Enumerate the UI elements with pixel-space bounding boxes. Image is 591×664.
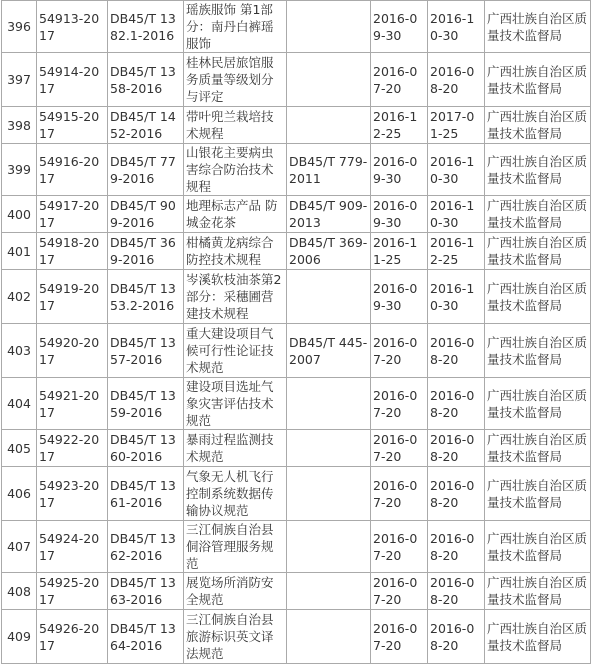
issue-date: 2016-09-30: [371, 144, 428, 196]
table-row: [2, 467, 591, 521]
replaced-standard: [287, 610, 371, 664]
issuing-department: 广西壮族自治区质量技术监督局: [485, 144, 591, 196]
issuing-department: 广西壮族自治区质量技术监督局: [485, 573, 591, 610]
standard-title: 暴雨过程监测技术规范: [184, 430, 287, 467]
table-row: [2, 196, 591, 233]
issuing-department: 广西壮族自治区质量技术监督局: [485, 610, 591, 664]
standard-number: DB45/T 1360-2016: [108, 430, 184, 467]
effective-date: 2016-08-20: [428, 53, 485, 107]
issuing-department: 广西壮族自治区质量技术监督局: [485, 324, 591, 378]
row-number: 396: [2, 1, 37, 53]
standard-title: 三江侗族自治县旅游标识英文译法规范: [184, 610, 287, 664]
issue-date: 2016-07-20: [371, 610, 428, 664]
record-code: 54926-2017: [37, 610, 108, 664]
effective-date: 2016-10-30: [428, 270, 485, 324]
issuing-department: 广西壮族自治区质量技术监督局: [485, 107, 591, 144]
table-row: [2, 107, 591, 144]
replaced-standard: [287, 521, 371, 573]
standards-table: [1, 0, 591, 664]
replaced-standard: [287, 430, 371, 467]
record-code: 54923-2017: [37, 467, 108, 521]
table-row: [2, 573, 591, 610]
record-code: 54919-2017: [37, 270, 108, 324]
record-code: 54922-2017: [37, 430, 108, 467]
table-row: [2, 430, 591, 467]
issue-date: 2016-12-25: [371, 107, 428, 144]
table-row: [2, 270, 591, 324]
issuing-department: 广西壮族自治区质量技术监督局: [485, 53, 591, 107]
table-row: [2, 1, 591, 53]
row-number: 406: [2, 467, 37, 521]
table-body: [2, 1, 591, 664]
issuing-department: 广西壮族自治区质量技术监督局: [485, 196, 591, 233]
issue-date: 2016-07-20: [371, 521, 428, 573]
effective-date: 2016-08-20: [428, 521, 485, 573]
record-code: 54924-2017: [37, 521, 108, 573]
row-number: 408: [2, 573, 37, 610]
standard-title: 桂林民居旅馆服务质量等级划分与评定: [184, 53, 287, 107]
standard-number: DB45/T 1452-2016: [108, 107, 184, 144]
issuing-department: 广西壮族自治区质量技术监督局: [485, 521, 591, 573]
table-row: [2, 521, 591, 573]
issue-date: 2016-07-20: [371, 573, 428, 610]
table-row: [2, 144, 591, 196]
issue-date: 2016-09-30: [371, 270, 428, 324]
standard-title: 带叶兜兰栽培技术规程: [184, 107, 287, 144]
row-number: 405: [2, 430, 37, 467]
row-number: 409: [2, 610, 37, 664]
issue-date: 2016-09-30: [371, 196, 428, 233]
standard-title: 展览场所消防安全规范: [184, 573, 287, 610]
row-number: 401: [2, 233, 37, 270]
row-number: 407: [2, 521, 37, 573]
standard-number: DB45/T 1358-2016: [108, 53, 184, 107]
issue-date: 2016-11-25: [371, 233, 428, 270]
row-number: 399: [2, 144, 37, 196]
standard-number: DB45/T 1361-2016: [108, 467, 184, 521]
issue-date: 2016-09-30: [371, 1, 428, 53]
issuing-department: 广西壮族自治区质量技术监督局: [485, 378, 591, 430]
record-code: 54918-2017: [37, 233, 108, 270]
record-code: 54921-2017: [37, 378, 108, 430]
effective-date: 2016-10-30: [428, 196, 485, 233]
effective-date: 2016-08-20: [428, 573, 485, 610]
record-code: 54915-2017: [37, 107, 108, 144]
standard-number: DB45/T 1382.1-2016: [108, 1, 184, 53]
replaced-standard: DB45/T 779-2011: [287, 144, 371, 196]
standard-number: DB45/T 369-2016: [108, 233, 184, 270]
replaced-standard: [287, 270, 371, 324]
record-code: 54913-2017: [37, 1, 108, 53]
standard-number: DB45/T 1362-2016: [108, 521, 184, 573]
effective-date: 2016-08-20: [428, 467, 485, 521]
table-row: [2, 324, 591, 378]
row-number: 402: [2, 270, 37, 324]
issuing-department: 广西壮族自治区质量技术监督局: [485, 233, 591, 270]
replaced-standard: [287, 467, 371, 521]
issue-date: 2016-07-20: [371, 53, 428, 107]
standard-number: DB45/T 1364-2016: [108, 610, 184, 664]
replaced-standard: DB45/T 369-2006: [287, 233, 371, 270]
table-row: [2, 53, 591, 107]
standard-title: 岑溪软枝油茶第2部分：采穗圃营建技术规程: [184, 270, 287, 324]
standard-number: DB45/T 1363-2016: [108, 573, 184, 610]
standard-number: DB45/T 1353.2-2016: [108, 270, 184, 324]
standard-number: DB45/T 1357-2016: [108, 324, 184, 378]
standard-title: 气象无人机飞行控制系统数据传输协议规范: [184, 467, 287, 521]
table-row: [2, 233, 591, 270]
issue-date: 2016-07-20: [371, 324, 428, 378]
standard-title: 地理标志产品 防城金花茶: [184, 196, 287, 233]
effective-date: 2016-08-20: [428, 324, 485, 378]
row-number: 398: [2, 107, 37, 144]
standard-number: DB45/T 779-2016: [108, 144, 184, 196]
replaced-standard: DB45/T 909-2013: [287, 196, 371, 233]
replaced-standard: [287, 378, 371, 430]
issuing-department: 广西壮族自治区质量技术监督局: [485, 1, 591, 53]
row-number: 400: [2, 196, 37, 233]
replaced-standard: [287, 573, 371, 610]
issuing-department: 广西壮族自治区质量技术监督局: [485, 430, 591, 467]
row-number: 403: [2, 324, 37, 378]
effective-date: 2016-08-20: [428, 378, 485, 430]
effective-date: 2016-12-25: [428, 233, 485, 270]
standard-title: 柑橘黄龙病综合防控技术规程: [184, 233, 287, 270]
row-number: 404: [2, 378, 37, 430]
table-row: [2, 378, 591, 430]
issue-date: 2016-07-20: [371, 467, 428, 521]
table-row: [2, 610, 591, 664]
effective-date: 2016-10-30: [428, 144, 485, 196]
effective-date: 2016-10-30: [428, 1, 485, 53]
replaced-standard: DB45/T 445-2007: [287, 324, 371, 378]
effective-date: 2017-01-25: [428, 107, 485, 144]
effective-date: 2016-08-20: [428, 430, 485, 467]
standard-title: 建设项目选址气象灾害评估技术规范: [184, 378, 287, 430]
standard-title: 重大建设项目气候可行性论证技术规范: [184, 324, 287, 378]
issuing-department: 广西壮族自治区质量技术监督局: [485, 467, 591, 521]
standard-title: 山银花主要病虫害综合防治技术规程: [184, 144, 287, 196]
standard-number: DB45/T 1359-2016: [108, 378, 184, 430]
standard-title: 瑶族服饰 第1部分：南丹白裤瑶服饰: [184, 1, 287, 53]
replaced-standard: [287, 53, 371, 107]
replaced-standard: [287, 107, 371, 144]
row-number: 397: [2, 53, 37, 107]
issuing-department: 广西壮族自治区质量技术监督局: [485, 270, 591, 324]
standard-number: DB45/T 909-2016: [108, 196, 184, 233]
record-code: 54916-2017: [37, 144, 108, 196]
issue-date: 2016-07-20: [371, 430, 428, 467]
record-code: 54917-2017: [37, 196, 108, 233]
issue-date: 2016-07-20: [371, 378, 428, 430]
replaced-standard: [287, 1, 371, 53]
standard-title: 三江侗族自治县侗浴管理服务规范: [184, 521, 287, 573]
effective-date: 2016-08-20: [428, 610, 485, 664]
record-code: 54914-2017: [37, 53, 108, 107]
record-code: 54920-2017: [37, 324, 108, 378]
record-code: 54925-2017: [37, 573, 108, 610]
